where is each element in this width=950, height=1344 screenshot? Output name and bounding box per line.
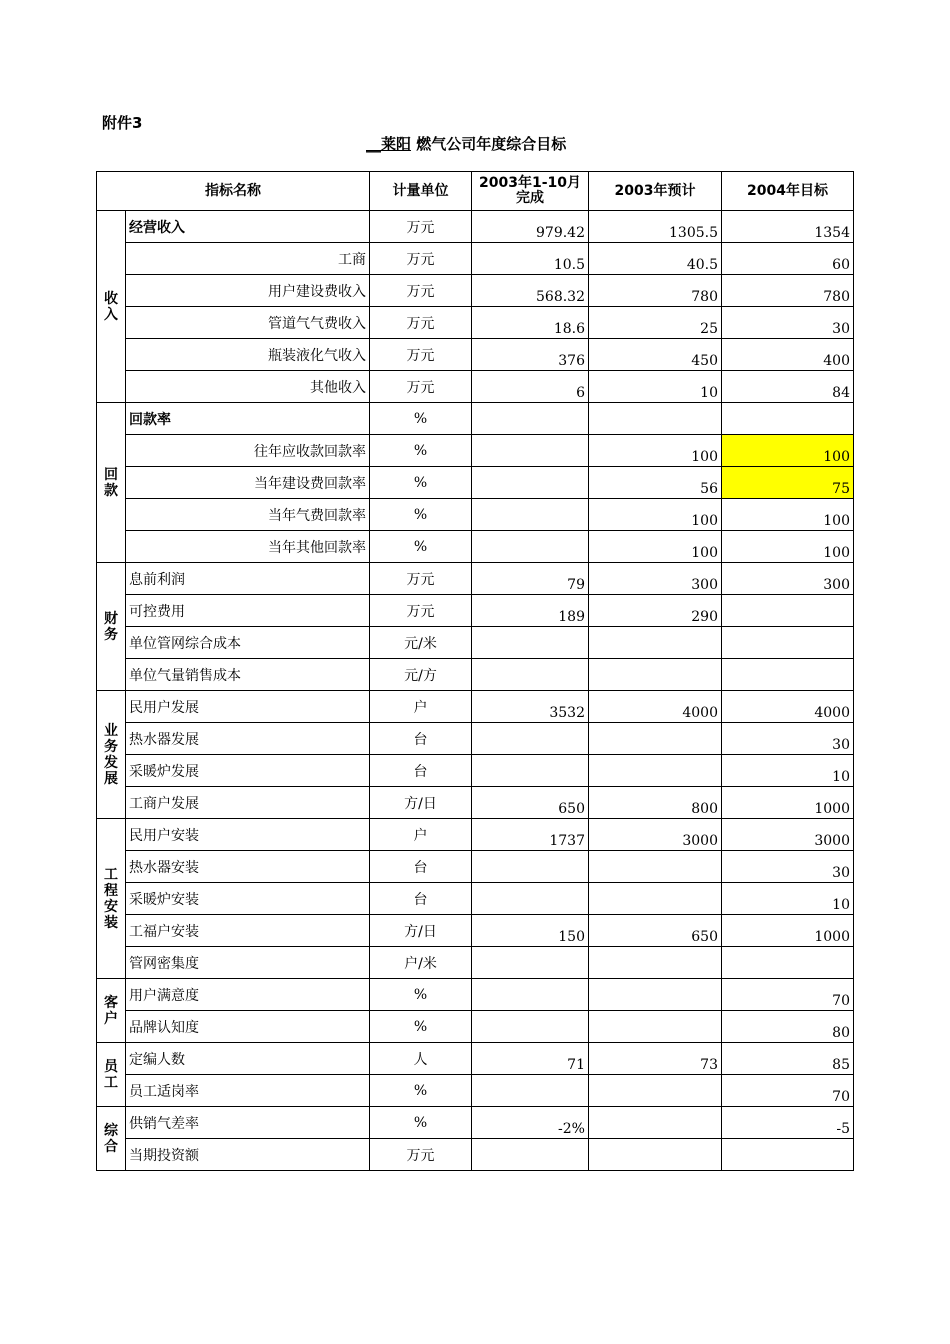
- cell-c1: 10.5: [472, 243, 589, 275]
- header-unit: 计量单位: [370, 172, 472, 211]
- table-row: [97, 723, 854, 755]
- cell-unit: 万元: [370, 275, 472, 307]
- cell-name: 其他收入: [126, 371, 370, 403]
- cell-c1: 18.6: [472, 307, 589, 339]
- target-table: [96, 171, 854, 1171]
- cell-name: 经营收入: [126, 211, 370, 243]
- table-row: [97, 691, 854, 723]
- cell-c3: 1354: [722, 211, 854, 243]
- cell-name: 品牌认知度: [126, 1011, 370, 1043]
- group-label-payback: [97, 403, 126, 563]
- cell-name: 当年气费回款率: [126, 499, 370, 531]
- cell-c2: [589, 1075, 722, 1107]
- cell-name: 瓶装液化气收入: [126, 339, 370, 371]
- cell-c1: [472, 1011, 589, 1043]
- table-row: [97, 211, 854, 243]
- cell-c2: 100: [589, 499, 722, 531]
- cell-c3: [722, 659, 854, 691]
- group-label-text: 综合: [104, 1122, 118, 1155]
- cell-c1: [472, 851, 589, 883]
- table-row: [97, 1139, 854, 1171]
- cell-unit: 方/日: [370, 787, 472, 819]
- group-label-text: 收入: [104, 290, 118, 323]
- cell-name: 用户满意度: [126, 979, 370, 1011]
- table-row: [97, 435, 854, 467]
- cell-unit: 方/日: [370, 915, 472, 947]
- cell-unit: 户: [370, 819, 472, 851]
- cell-c2: [589, 403, 722, 435]
- cell-c3: 100: [722, 531, 854, 563]
- cell-unit: 元/方: [370, 659, 472, 691]
- cell-c2: [589, 883, 722, 915]
- table-row: [97, 499, 854, 531]
- cell-unit: %: [370, 1075, 472, 1107]
- table-row: [97, 531, 854, 563]
- cell-c1: [472, 723, 589, 755]
- cell-c1: [472, 1139, 589, 1171]
- cell-name: 当年其他回款率: [126, 531, 370, 563]
- cell-c3: 780: [722, 275, 854, 307]
- cell-unit: %: [370, 467, 472, 499]
- cell-unit: %: [370, 531, 472, 563]
- table-row: [97, 883, 854, 915]
- header-c1: 2003年1-10月完成: [472, 172, 589, 211]
- cell-c3: 70: [722, 979, 854, 1011]
- cell-name: 工商户发展: [126, 787, 370, 819]
- cell-c2: 25: [589, 307, 722, 339]
- table-row: [97, 403, 854, 435]
- cell-c3: 84: [722, 371, 854, 403]
- cell-c2: 450: [589, 339, 722, 371]
- cell-c2: 1305.5: [589, 211, 722, 243]
- cell-c3: 30: [722, 723, 854, 755]
- cell-unit: 万元: [370, 371, 472, 403]
- cell-c3: [722, 595, 854, 627]
- cell-c2: 3000: [589, 819, 722, 851]
- group-label-customer: [97, 979, 126, 1043]
- cell-c2: 780: [589, 275, 722, 307]
- table-row: [97, 1107, 854, 1139]
- cell-unit: %: [370, 403, 472, 435]
- cell-name: 工福户安装: [126, 915, 370, 947]
- cell-c1: [472, 947, 589, 979]
- group-label-text: 财务: [104, 610, 118, 643]
- title-prefix: __: [366, 135, 381, 153]
- table-row: [97, 947, 854, 979]
- cell-unit: %: [370, 499, 472, 531]
- cell-c1: 1737: [472, 819, 589, 851]
- cell-c1: 376: [472, 339, 589, 371]
- cell-name: 采暖炉发展: [126, 755, 370, 787]
- cell-unit: %: [370, 1011, 472, 1043]
- cell-c1: [472, 467, 589, 499]
- cell-c1: [472, 531, 589, 563]
- cell-c3: 1000: [722, 915, 854, 947]
- cell-name: 员工适岗率: [126, 1075, 370, 1107]
- cell-c2: [589, 723, 722, 755]
- cell-name: 可控费用: [126, 595, 370, 627]
- cell-c2: 650: [589, 915, 722, 947]
- cell-name: 管道气气费收入: [126, 307, 370, 339]
- group-label-engineering: [97, 819, 126, 979]
- cell-name: 热水器发展: [126, 723, 370, 755]
- cell-c1: [472, 755, 589, 787]
- cell-unit: 万元: [370, 595, 472, 627]
- cell-c1: [472, 883, 589, 915]
- cell-c3: 85: [722, 1043, 854, 1075]
- table-row: [97, 339, 854, 371]
- cell-unit: 万元: [370, 339, 472, 371]
- cell-name: 息前利润: [126, 563, 370, 595]
- cell-name: 单位管网综合成本: [126, 627, 370, 659]
- cell-unit: %: [370, 979, 472, 1011]
- group-label-text: 员工: [104, 1058, 118, 1091]
- cell-unit: 台: [370, 755, 472, 787]
- cell-c2: [589, 1107, 722, 1139]
- group-label-staff: [97, 1043, 126, 1107]
- table-row: [97, 755, 854, 787]
- cell-c1: 189: [472, 595, 589, 627]
- cell-c2: 4000: [589, 691, 722, 723]
- header-name: 指标名称: [97, 172, 370, 211]
- table-row: [97, 595, 854, 627]
- group-label-general: [97, 1107, 126, 1171]
- cell-c3: [722, 947, 854, 979]
- cell-c1: -2%: [472, 1107, 589, 1139]
- cell-c2: [589, 979, 722, 1011]
- table-row: [97, 627, 854, 659]
- group-label-text: 工程安装: [104, 866, 118, 931]
- cell-c3: [722, 627, 854, 659]
- cell-unit: 户: [370, 691, 472, 723]
- title-company: 莱阳: [381, 135, 412, 153]
- cell-c3: 100: [722, 435, 854, 467]
- cell-c2: [589, 1011, 722, 1043]
- cell-unit: 万元: [370, 1139, 472, 1171]
- cell-name: 往年应收款回款率: [126, 435, 370, 467]
- table-row: [97, 851, 854, 883]
- cell-c3: 75: [722, 467, 854, 499]
- header-c2: 2003年预计: [589, 172, 722, 211]
- table-row: [97, 1011, 854, 1043]
- cell-unit: 户/米: [370, 947, 472, 979]
- cell-c1: [472, 403, 589, 435]
- cell-c3: 10: [722, 883, 854, 915]
- cell-c2: 800: [589, 787, 722, 819]
- cell-c3: 3000: [722, 819, 854, 851]
- cell-c1: [472, 979, 589, 1011]
- table-row: [97, 467, 854, 499]
- cell-name: 工商: [126, 243, 370, 275]
- group-label-text: 业务发展: [104, 722, 118, 787]
- group-label-text: 客户: [104, 994, 118, 1027]
- table-row: [97, 307, 854, 339]
- cell-c3: -5: [722, 1107, 854, 1139]
- cell-c3: 60: [722, 243, 854, 275]
- table-row: [97, 275, 854, 307]
- cell-c2: 73: [589, 1043, 722, 1075]
- cell-name: 民用户发展: [126, 691, 370, 723]
- cell-c1: 979.42: [472, 211, 589, 243]
- cell-unit: 万元: [370, 563, 472, 595]
- cell-unit: 台: [370, 851, 472, 883]
- table-row: [97, 563, 854, 595]
- cell-c3: [722, 1139, 854, 1171]
- cell-unit: 台: [370, 883, 472, 915]
- header-row: [97, 172, 854, 211]
- cell-name: 热水器安装: [126, 851, 370, 883]
- cell-name: 单位气量销售成本: [126, 659, 370, 691]
- cell-c1: [472, 659, 589, 691]
- cell-c1: 650: [472, 787, 589, 819]
- table-row: [97, 979, 854, 1011]
- cell-c2: [589, 947, 722, 979]
- cell-c1: [472, 627, 589, 659]
- attachment-label: 附件3: [102, 114, 143, 132]
- table-row: [97, 915, 854, 947]
- cell-c3: 30: [722, 307, 854, 339]
- cell-name: 民用户安装: [126, 819, 370, 851]
- cell-c3: 30: [722, 851, 854, 883]
- cell-name: 管网密集度: [126, 947, 370, 979]
- group-label-text: 回款: [104, 466, 118, 499]
- cell-unit: 台: [370, 723, 472, 755]
- cell-unit: %: [370, 435, 472, 467]
- cell-c3: 300: [722, 563, 854, 595]
- cell-name: 定编人数: [126, 1043, 370, 1075]
- table-row: [97, 1043, 854, 1075]
- group-label-finance: [97, 563, 126, 691]
- cell-c3: 80: [722, 1011, 854, 1043]
- table-row: [97, 371, 854, 403]
- cell-c3: 70: [722, 1075, 854, 1107]
- cell-c2: 100: [589, 531, 722, 563]
- title-rest: 燃气公司年度综合目标: [411, 135, 567, 153]
- cell-name: 用户建设费收入: [126, 275, 370, 307]
- cell-c1: 79: [472, 563, 589, 595]
- cell-c2: 56: [589, 467, 722, 499]
- cell-c1: 71: [472, 1043, 589, 1075]
- cell-c1: [472, 499, 589, 531]
- cell-name: 当年建设费回款率: [126, 467, 370, 499]
- cell-c1: 568.32: [472, 275, 589, 307]
- cell-unit: 元/米: [370, 627, 472, 659]
- cell-c2: [589, 755, 722, 787]
- cell-c2: [589, 851, 722, 883]
- cell-c3: 1000: [722, 787, 854, 819]
- cell-c2: 40.5: [589, 243, 722, 275]
- cell-c1: 150: [472, 915, 589, 947]
- table-row: [97, 659, 854, 691]
- cell-c3: 100: [722, 499, 854, 531]
- cell-c3: [722, 403, 854, 435]
- cell-c1: 3532: [472, 691, 589, 723]
- cell-c2: 300: [589, 563, 722, 595]
- cell-c2: [589, 659, 722, 691]
- cell-unit: 万元: [370, 211, 472, 243]
- group-label-income: [97, 211, 126, 403]
- cell-c3: 4000: [722, 691, 854, 723]
- cell-c3: 400: [722, 339, 854, 371]
- group-label-business: [97, 691, 126, 819]
- page-title: [366, 133, 566, 154]
- cell-c1: 6: [472, 371, 589, 403]
- cell-c2: 290: [589, 595, 722, 627]
- cell-name: 采暖炉安装: [126, 883, 370, 915]
- cell-c2: [589, 627, 722, 659]
- table-row: [97, 243, 854, 275]
- cell-c2: [589, 1139, 722, 1171]
- table-row: [97, 787, 854, 819]
- table-row: [97, 819, 854, 851]
- cell-unit: %: [370, 1107, 472, 1139]
- cell-unit: 万元: [370, 307, 472, 339]
- cell-c2: 10: [589, 371, 722, 403]
- cell-c1: [472, 435, 589, 467]
- cell-unit: 万元: [370, 243, 472, 275]
- cell-unit: 人: [370, 1043, 472, 1075]
- cell-name: 回款率: [126, 403, 370, 435]
- cell-c3: 10: [722, 755, 854, 787]
- cell-c2: 100: [589, 435, 722, 467]
- header-c3: 2004年目标: [722, 172, 854, 211]
- cell-name: 供销气差率: [126, 1107, 370, 1139]
- cell-c1: [472, 1075, 589, 1107]
- cell-name: 当期投资额: [126, 1139, 370, 1171]
- table-row: [97, 1075, 854, 1107]
